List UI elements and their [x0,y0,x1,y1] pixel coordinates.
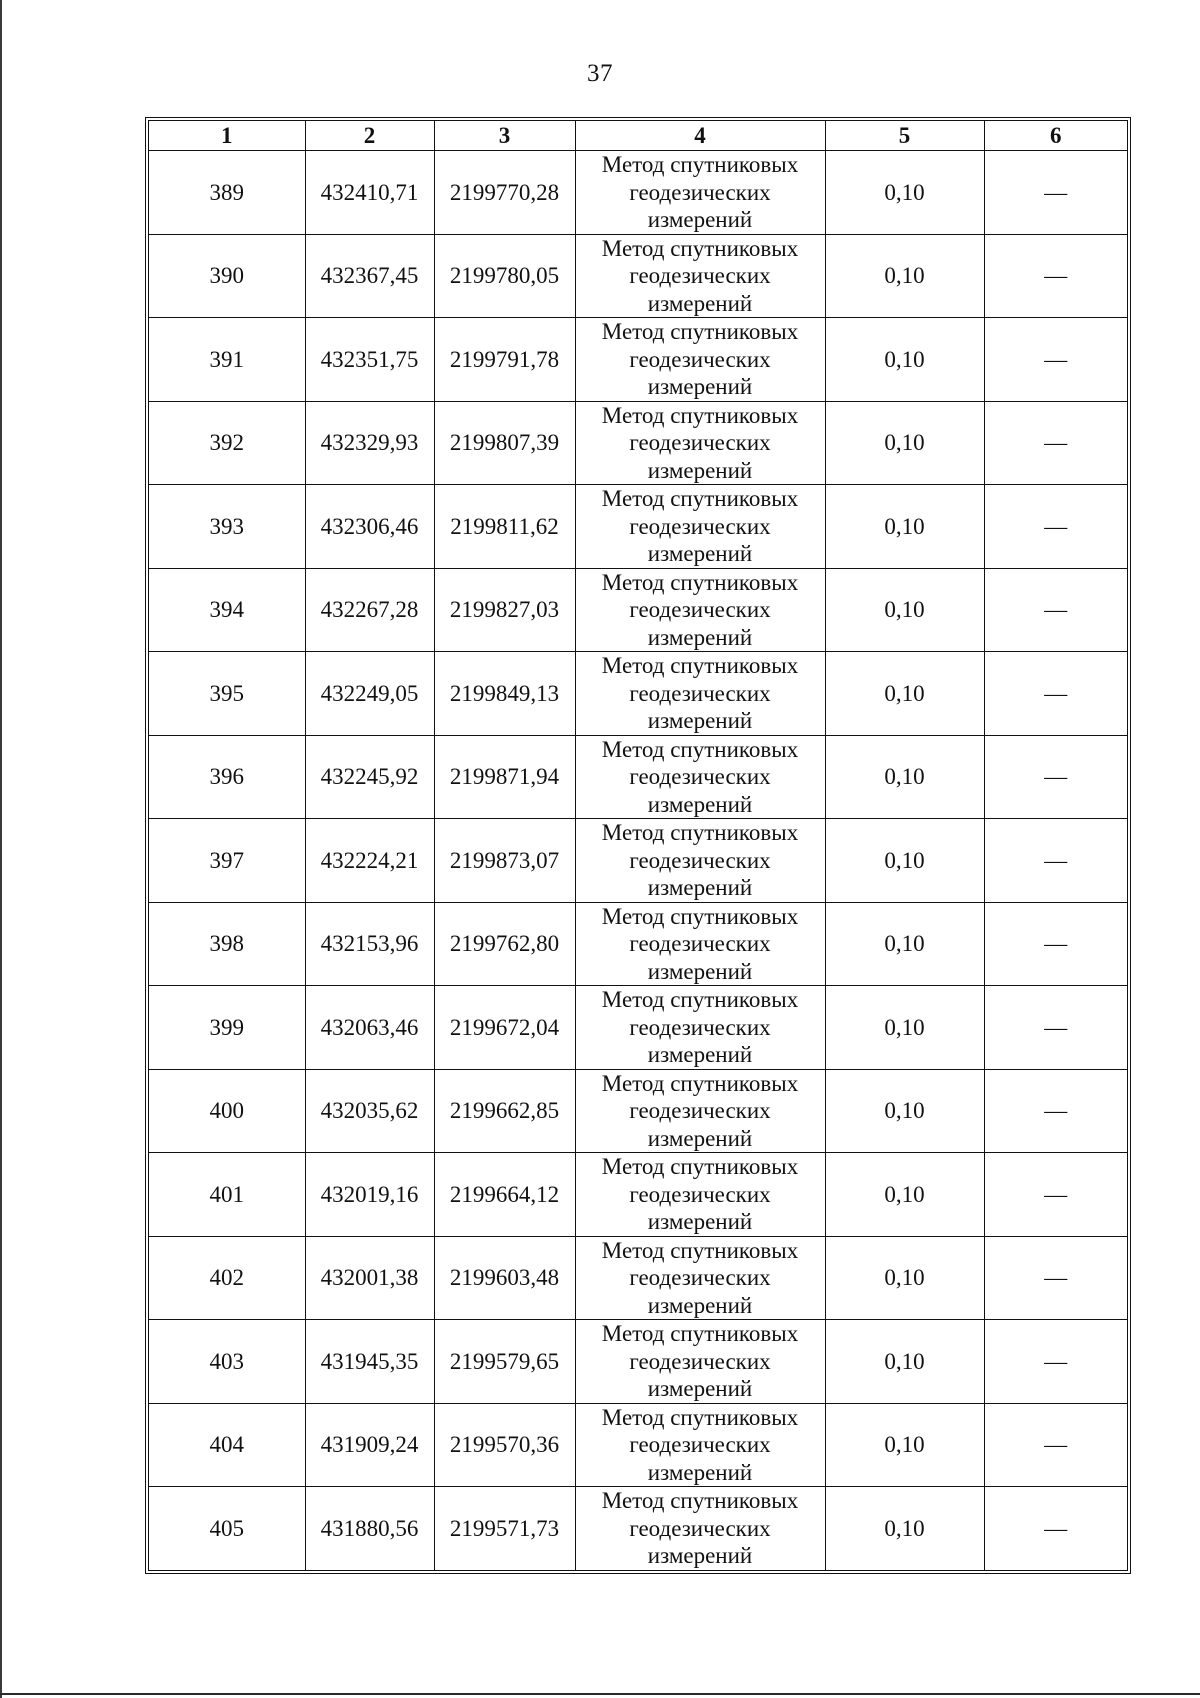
point-number-cell: 392 [149,401,305,485]
method-cell [575,318,825,402]
accuracy-cell: 0,10 [825,485,984,569]
point-number-cell: 395 [149,652,305,736]
y-coordinate-cell: 2199571,73 [434,1487,575,1570]
scan-bottom-edge [0,1693,1200,1695]
x-coordinate-cell: 432001,38 [305,1236,434,1320]
method-text-line: измерений [647,1543,753,1568]
point-number-cell: 401 [149,1153,305,1237]
method-text-line: геодезических [629,1098,771,1123]
method-text-line: геодезических [629,680,771,706]
table-row [149,568,1127,652]
header-row [149,121,1127,151]
method-text-line: геодезических [629,847,771,873]
method-cell [575,1069,825,1153]
table-row [149,819,1127,903]
method-cell [575,1320,825,1404]
x-coordinate-cell: 432367,45 [305,234,434,318]
table-row [149,1153,1127,1237]
y-coordinate-cell: 2199672,04 [434,986,575,1070]
table-row [149,986,1127,1070]
note-cell: — [984,1236,1127,1320]
table-row [149,485,1127,569]
method-cell [575,401,825,485]
x-coordinate-cell: 432410,71 [305,151,434,235]
method-text-line: геодезических [629,346,771,372]
accuracy-cell: 0,10 [825,1236,984,1320]
y-coordinate-cell: 2199827,03 [434,568,575,652]
method-text-line: измерений [647,624,753,650]
method-text-line: измерений [647,457,753,483]
y-coordinate-cell: 2199762,80 [434,902,575,986]
y-coordinate-cell: 2199871,94 [434,735,575,819]
x-coordinate-cell: 432035,62 [305,1069,434,1153]
y-coordinate-cell: 2199570,36 [434,1403,575,1487]
method-text-line: Метод спутниковых [601,569,799,595]
column-header: 5 [825,121,984,151]
method-text-line: Метод спутниковых [601,987,799,1012]
x-coordinate-cell: 431909,24 [305,1403,434,1487]
method-text-line: Метод спутниковых [601,653,799,678]
y-coordinate-cell: 2199662,85 [434,1069,575,1153]
method-text-line: измерений [647,958,753,984]
method-cell [575,568,825,652]
point-number-cell: 394 [149,568,305,652]
x-coordinate-cell: 432267,28 [305,568,434,652]
method-cell [575,1236,825,1320]
point-number-cell: 390 [149,234,305,318]
method-cell [575,234,825,318]
y-coordinate-cell: 2199791,78 [434,318,575,402]
x-coordinate-cell: 432063,46 [305,986,434,1070]
method-cell [575,902,825,986]
table-row [149,1069,1127,1153]
method-cell [575,151,825,235]
table-row [149,151,1127,235]
accuracy-cell: 0,10 [825,1069,984,1153]
table-row [149,652,1127,736]
y-coordinate-cell: 2199603,48 [434,1236,575,1320]
method-text-line: геодезических [629,179,771,205]
point-number-cell: 403 [149,1320,305,1404]
table-row [149,401,1127,485]
note-cell: — [984,902,1127,986]
accuracy-cell: 0,10 [825,986,984,1070]
method-text-line: измерений [647,290,753,316]
method-cell [575,735,825,819]
page-number: 37 [587,60,613,87]
x-coordinate-cell: 432306,46 [305,485,434,569]
y-coordinate-cell: 2199873,07 [434,819,575,903]
method-text-line: геодезических [629,931,771,956]
method-text-line: геодезических [629,1181,771,1207]
note-cell: — [984,568,1127,652]
accuracy-cell: 0,10 [825,568,984,652]
method-cell [575,819,825,903]
point-number-cell: 399 [149,986,305,1070]
note-cell: — [984,1403,1127,1487]
column-header: 4 [575,121,825,151]
table-header [149,121,1127,151]
y-coordinate-cell: 2199811,62 [434,485,575,569]
method-text-line: Метод спутниковых [601,1321,799,1346]
y-coordinate-cell: 2199807,39 [434,401,575,485]
table-row [149,902,1127,986]
x-coordinate-cell: 432245,92 [305,735,434,819]
point-number-cell: 398 [149,902,305,986]
table-row [149,735,1127,819]
table-body [149,151,1127,1570]
method-text-line: Метод спутниковых [601,1404,799,1430]
method-text-line: Метод спутниковых [601,736,799,762]
accuracy-cell: 0,10 [825,902,984,986]
table-row [149,1320,1127,1404]
method-text-line: измерений [647,875,753,900]
method-text-line: измерений [647,791,753,817]
x-coordinate-cell: 432224,21 [305,819,434,903]
method-text-line: геодезических [629,764,771,789]
method-text-line: Метод спутниковых [601,903,799,929]
method-text-line: измерений [647,374,753,399]
x-coordinate-cell: 431945,35 [305,1320,434,1404]
scan-left-edge [0,0,2,1698]
method-text-line: геодезических [629,513,771,539]
method-text-line: измерений [647,1209,753,1234]
method-cell [575,1153,825,1237]
accuracy-cell: 0,10 [825,1153,984,1237]
point-number-cell: 400 [149,1069,305,1153]
method-text-line: Метод спутниковых [601,152,799,177]
method-text-line: геодезических [629,1432,771,1457]
accuracy-cell: 0,10 [825,819,984,903]
accuracy-cell: 0,10 [825,234,984,318]
x-coordinate-cell: 432329,93 [305,401,434,485]
method-cell [575,485,825,569]
method-text-line: Метод спутниковых [601,1070,799,1096]
method-text-line: Метод спутниковых [601,319,799,344]
note-cell: — [984,1487,1127,1570]
table-row [149,318,1127,402]
method-text-line: измерений [647,541,753,566]
column-header: 1 [149,121,305,151]
accuracy-cell: 0,10 [825,401,984,485]
method-text-line: Метод спутниковых [601,235,799,261]
accuracy-cell: 0,10 [825,735,984,819]
method-text-line: геодезических [629,430,771,455]
table-row [149,1236,1127,1320]
method-text-line: измерений [647,1292,753,1318]
note-cell: — [984,151,1127,235]
method-cell [575,1487,825,1570]
method-cell [575,652,825,736]
y-coordinate-cell: 2199579,65 [434,1320,575,1404]
method-cell [575,986,825,1070]
method-text-line: Метод спутниковых [601,486,799,511]
method-text-line: геодезических [629,1348,771,1374]
x-coordinate-cell: 432019,16 [305,1153,434,1237]
note-cell: — [984,735,1127,819]
method-text-line: геодезических [629,1265,771,1290]
note-cell: — [984,1153,1127,1237]
table-row [149,1487,1127,1570]
method-cell [575,1403,825,1487]
x-coordinate-cell: 432351,75 [305,318,434,402]
y-coordinate-cell: 2199770,28 [434,151,575,235]
method-text-line: геодезических [629,597,771,622]
point-number-cell: 404 [149,1403,305,1487]
method-text-line: Метод спутниковых [601,1488,799,1513]
method-text-line: Метод спутниковых [601,402,799,428]
column-header: 3 [434,121,575,151]
point-number-cell: 397 [149,819,305,903]
note-cell: — [984,1069,1127,1153]
point-number-cell: 389 [149,151,305,235]
note-cell: — [984,401,1127,485]
accuracy-cell: 0,10 [825,1320,984,1404]
accuracy-cell: 0,10 [825,652,984,736]
point-number-cell: 405 [149,1487,305,1570]
method-text-line: измерений [647,1125,753,1151]
table-row [149,1403,1127,1487]
y-coordinate-cell: 2199849,13 [434,652,575,736]
x-coordinate-cell: 432249,05 [305,652,434,736]
x-coordinate-cell: 431880,56 [305,1487,434,1570]
x-coordinate-cell: 432153,96 [305,902,434,986]
accuracy-cell: 0,10 [825,318,984,402]
point-number-cell: 391 [149,318,305,402]
accuracy-cell: 0,10 [825,1403,984,1487]
y-coordinate-cell: 2199664,12 [434,1153,575,1237]
method-text-line: измерений [647,207,753,232]
method-text-line: геодезических [629,1515,771,1541]
column-header: 2 [305,121,434,151]
note-cell: — [984,819,1127,903]
note-cell: — [984,485,1127,569]
coordinates-table [149,121,1127,1570]
note-cell: — [984,318,1127,402]
method-text-line: геодезических [629,263,771,288]
note-cell: — [984,234,1127,318]
method-text-line: измерений [647,1376,753,1401]
method-text-line: Метод спутниковых [601,820,799,845]
method-text-line: Метод спутниковых [601,1237,799,1263]
table-row [149,234,1127,318]
method-text-line: Метод спутниковых [601,1154,799,1179]
y-coordinate-cell: 2199780,05 [434,234,575,318]
accuracy-cell: 0,10 [825,151,984,235]
method-text-line: измерений [647,1042,753,1067]
accuracy-cell: 0,10 [825,1487,984,1570]
point-number-cell: 393 [149,485,305,569]
note-cell: — [984,986,1127,1070]
note-cell: — [984,652,1127,736]
method-text-line: геодезических [629,1014,771,1040]
method-text-line: измерений [647,1459,753,1485]
column-header: 6 [984,121,1127,151]
point-number-cell: 396 [149,735,305,819]
point-number-cell: 402 [149,1236,305,1320]
coordinates-table-frame [145,117,1131,1574]
note-cell: — [984,1320,1127,1404]
method-text-line: измерений [647,708,753,733]
